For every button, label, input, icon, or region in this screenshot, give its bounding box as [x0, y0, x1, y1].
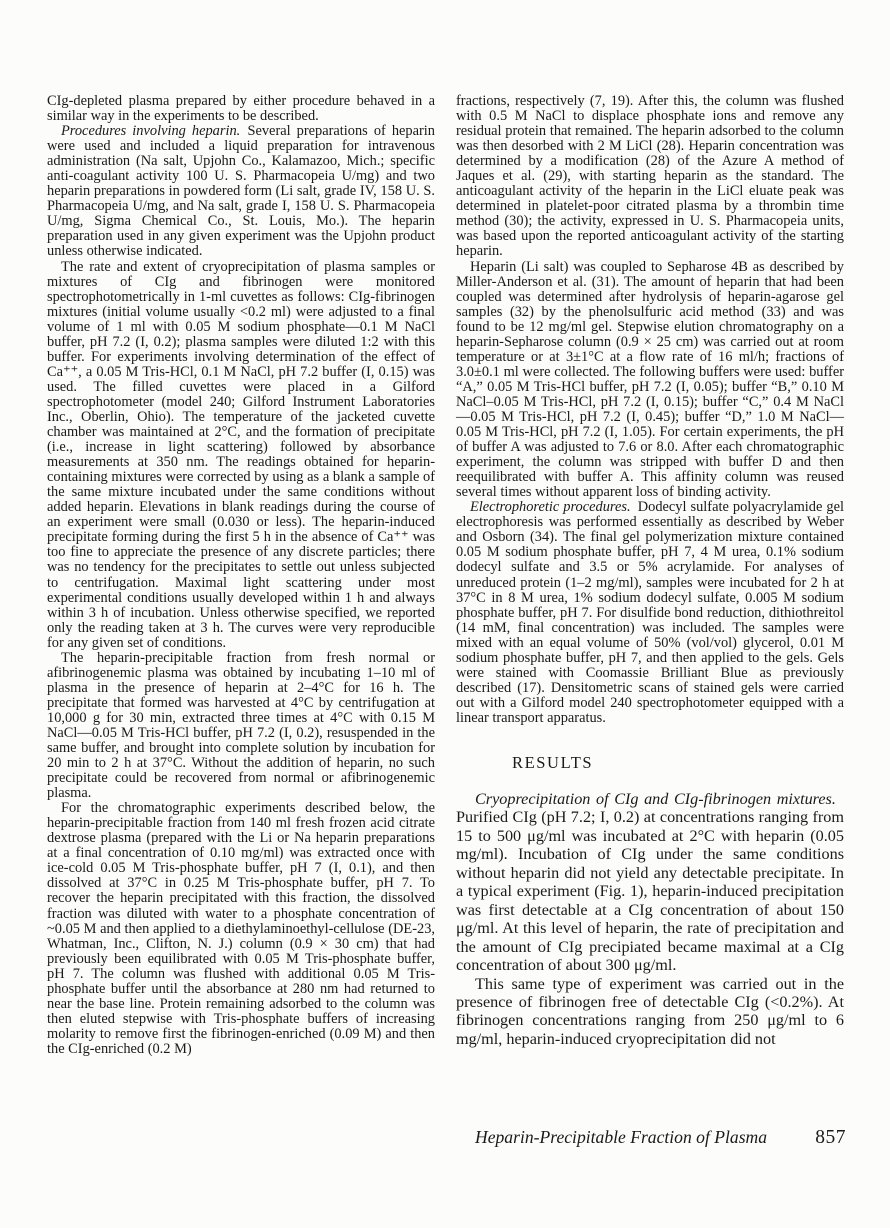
right-column: [456, 94, 844, 1057]
paragraph: Procedures involving heparin. Several preparations of heparin were used and included a liquid preparation for intravenous administration (Na salt, Upjohn Co., Kalamazoo, Mich.; specific anti-coagulant activity 100 U. S. Pharmacopeia U/mg) and two heparin preparations in powdered form (Li salt, grade IV, 158 U. S. Pharmacopeia U/mg, and Na salt, grade I, 158 U. S. Pharmacopeia U/mg, Sigma Chemical Co., St. Louis, Mo.). The heparin preparation used in any given experiment was the Upjohn product unless otherwise indicated.: [47, 123, 435, 260]
page-footer: [458, 1127, 846, 1149]
results-section-heading: RESULTS: [512, 752, 594, 772]
page-number: 857: [815, 1127, 846, 1148]
running-title: Heparin-Precipitable Fraction of Plasma: [475, 1127, 768, 1147]
paragraph: CIg-depleted plasma prepared by either procedure behaved in a similar way in the experiments to be described.: [47, 93, 435, 125]
paragraph: Electrophoretic procedures. Dodecyl sulfate polyacrylamide gel electrophoresis was performed essentially as described by Weber and Osborn (34). The final gel polymerization mixture contained 0.05 M sodium phosphate buffer, pH 7, 4 M urea, 0.1% sodium dodecyl sulfate and 3.5 or 5% acrylamide. For analyses of unreduced protein (1–2 mg/ml), samples were incubated for 2 h at 37°C in 8 M urea, 1% sodium dodecyl sulfate, 0.005 M sodium phosphate buffer, pH 7. For disulfide bond reduction, dithiothreitol (14 mM, final concentration) was included. The samples were mixed with an equal volume of 50% (vol/vol) glycerol, 0.01 M sodium phosphate buffer, pH 7, and then applied to the gels. Gels were stained with Coomassie Brilliant Blue as previously described (17). Densitometric scans of stained gels were carried out with a Gilford model 240 spectrophotometer equipped with a linear transport apparatus.: [456, 499, 844, 726]
paragraph: fractions, respectively (7, 19). After this, the column was flushed with 0.5 M NaCl to displace phosphate ions and remove any residual protein that remained. The heparin adsorbed to the column was then desorbed with 2 M LiCl (28). Heparin concentration was determined by a modification (28) of the Azure A method of Jaques et al. (29), with starting heparin as the standard. The anticoagulant activity of the heparin in the LiCl eluate peak was determined in platelet-poor citrated plasma by a thrombin time method (30); the activity, expressed in U. S. Pharmacopeia units, was based upon the reported anticoagulant activity of the starting heparin.: [456, 93, 844, 260]
right-column-methods: [456, 94, 844, 726]
paragraph-lead: Procedures involving heparin.: [61, 123, 248, 140]
paragraph-lead: Cryoprecipitation of CIg and CIg-fibrinogen mixtures.: [475, 789, 844, 808]
paragraph: The heparin-precipitable fraction from fresh normal or afibrinogenemic plasma was obtained by incubating 1–10 ml of plasma in the presence of heparin at 2–4°C for 16 h. The precipitate that formed was harvested at 4°C by centrifugation at 10,000 g for 30 min, extracted three times at 4°C with 0.15 M NaCl—0.05 M Tris-HCl buffer, pH 7.2 (I, 0.2), resuspended in the same buffer, and brought into complete solution by incubation for 20 min to 2 h at 37°C. Without the addition of heparin, no such precipitate could be recovered from normal or afibrinogenemic plasma.: [47, 649, 435, 802]
paragraph: The rate and extent of cryoprecipitation of plasma samples or mixtures of CIg and fibrinogen were monitored spectrophotometrically in 1-ml cuvettes as follows: CIg-fibrinogen mixtures (initial volume usually <0.2 ml) were adjusted to a final volume of 1 ml with 0.05 M sodium phosphate—0.1 M NaCl buffer, pH 7.2 (I, 0.2); plasma samples were diluted 1:2 with this buffer. For experiments involving determination of the effect of Ca⁺⁺, a 0.05 M Tris-HCl, 0.1 M NaCl, pH 7.2 buffer (I, 0.15) was used. The filled cuvettes were placed in a Gilford spectrophotometer (model 240; Gilford Instrument Laboratories Inc., Oberlin, Ohio). The temperature of the jacketed cuvette chamber was maintained at 2°C, and the formation of precipitate (i.e., increase in light scattering) followed by absorbance measurements at 350 nm. The readings obtained for heparin-containing mixtures were corrected by using as a blank a sample of the same mixture incubated under the same conditions without added heparin. Elevations in blank readings during the course of an experiment were small (0.030 or less). The heparin-induced precipitate forming during the first 5 h in the absence of Ca⁺⁺ was too fine to appreciate the presence of any discrete particles; there was no tendency for the precipitates to settle out unless subjected to centrifugation. Maximal light scattering under most experimental conditions usually developed within 1 h and always within 3 h of incubation. Unless otherwise specified, we reported only the reading taken at 3 h. The curves were very reproducible for any given set of conditions.: [47, 258, 435, 651]
paragraph: This same type of experiment was carried out in the presence of fibrinogen free of detectable CIg (<0.2%). At fibrinogen concentrations ranging from 250 μg/ml to 6 mg/ml, heparin-induced cryoprecipitation did not: [456, 974, 844, 1048]
paragraph-lead: Electrophoretic procedures.: [470, 499, 638, 516]
results-section-body: [456, 790, 844, 1048]
left-column: [47, 94, 435, 1057]
text-columns: [47, 94, 844, 1057]
paragraph: For the chromatographic experiments described below, the heparin-precipitable fraction from 140 ml fresh frozen acid citrate dextrose plasma (prepared with the Li or Na heparin preparations at a final concentration of 0.10 mg/ml) was extracted once with ice-cold 0.05 M Tris-phosphate buffer, pH 7 (I, 0.1), and then dissolved at 37°C in 0.25 M Tris-phosphate buffer, pH 7. To recover the heparin precipitated with this fraction, the dissolved fraction was diluted with water to a phosphate concentration of ~0.05 M and then applied to a diethylaminoethyl-cellulose (DE-23, Whatman, Inc., Clifton, N. J.) column (0.9 × 30 cm) that had previously been equilibrated with 0.05 M Tris-phosphate buffer, pH 7. The column was flushed with additional 0.05 M Tris-phosphate buffer until the absorbance at 280 nm had returned to near the base line. Protein remaining adsorbed to the column was then eluted stepwise with Tris-phosphate buffers of increasing molarity to remove first the fibrinogen-enriched (0.09 M) and then the CIg-enriched (0.2 M): [47, 800, 435, 1057]
paragraph: Heparin (Li salt) was coupled to Sepharose 4B as described by Miller-Anderson et al. (31). The amount of heparin that had been coupled was determined after hydrolysis of heparin-agarose gel samples (32) by the phenolsulfuric acid method (33) and was found to be 12 mg/ml gel. Stepwise elution chromatography on a heparin-Sepharose column (0.9 × 25 cm) was carried out at room temperature or at 3±1°C at a flow rate of 16 ml/h; fractions of 3.0±0.1 ml were collected. The following buffers were used: buffer “A,” 0.05 M Tris-HCl buffer, pH 7.2 (I, 0.05); buffer “B,” 0.10 M NaCl–0.05 M Tris-HCl, pH 7.2 (I, 0.15); buffer “C,” 0.4 M NaCl—0.05 M Tris-HCl, pH 7.2 (I, 0.45); buffer “D,” 1.0 M NaCl—0.05 M Tris-HCl, pH 7.2 (I, 1.05). For certain experiments, the pH of buffer A was adjusted to 7.6 or 8.0. After each chromatographic experiment, the column was stripped with buffer D and then reequilibrated with buffer A. This affinity column was reused several times without apparent loss of binding activity.: [456, 258, 844, 501]
paragraph: Cryoprecipitation of CIg and CIg-fibrinogen mixtures. Purified CIg (pH 7.2; I, 0.2) at concentrations ranging from 15 to 500 μg/ml was incubated at 2°C with heparin (0.05 mg/ml). Incubation of CIg under the same conditions without heparin did not yield any detectable precipitate. In a typical experiment (Fig. 1), heparin-induced precipitation was first detectable at a CIg concentration of about 150 μg/ml. At this level of heparin, the rate of precipitation and the amount of CIg precipiated became maximal at a CIg concentration of about 300 μg/ml.: [456, 789, 844, 975]
